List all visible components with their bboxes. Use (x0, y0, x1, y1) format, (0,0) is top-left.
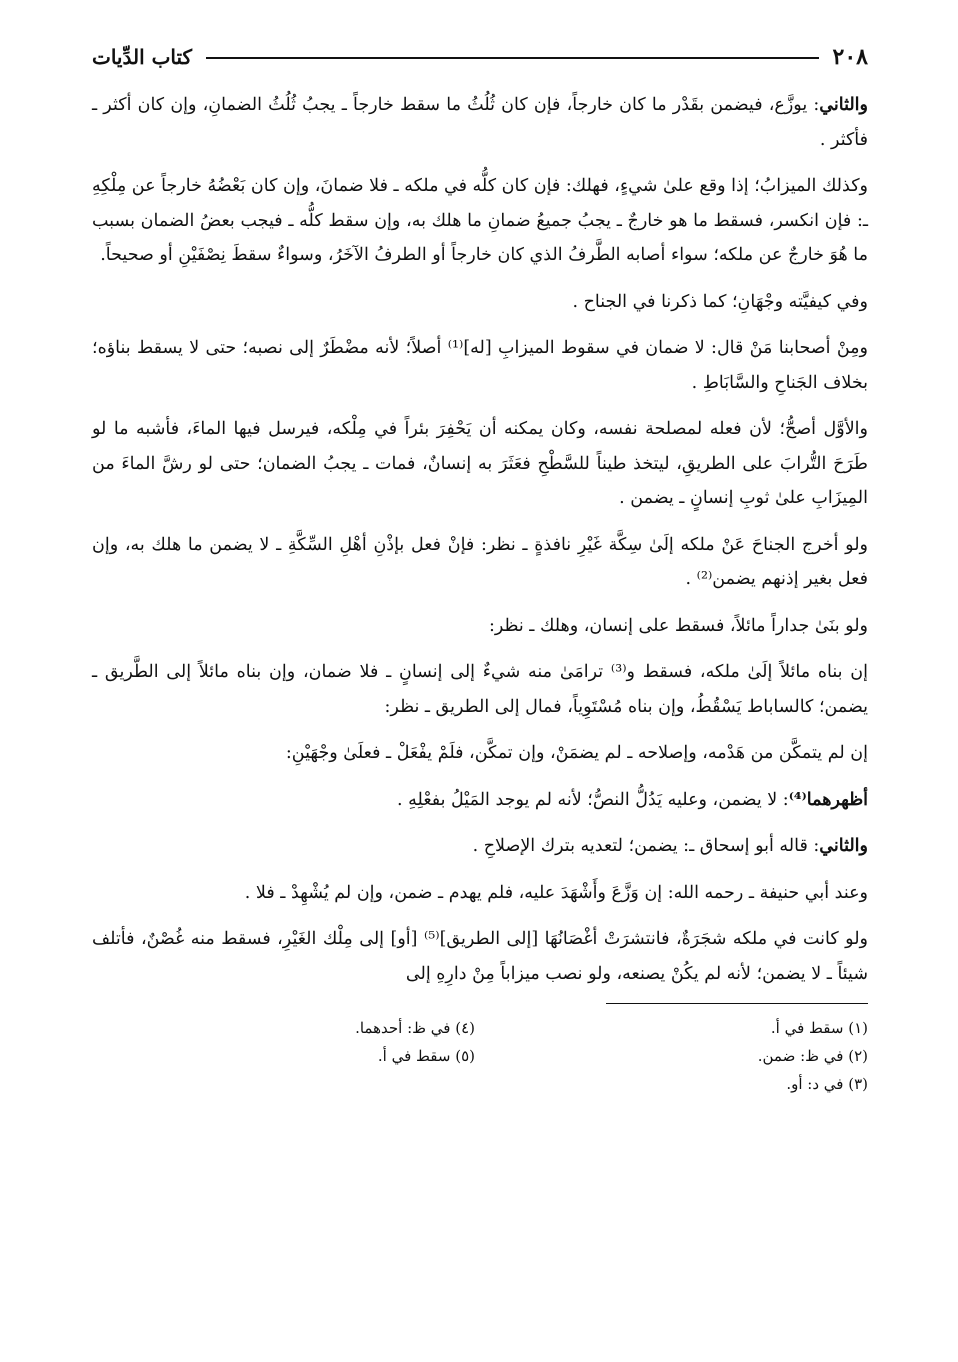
paragraph-13 (92, 922, 868, 991)
header-rule (206, 57, 818, 59)
page-header (92, 40, 868, 74)
page-number: ٢٠٨ (832, 44, 868, 70)
paragraph-10 (92, 783, 868, 818)
paragraph-text: ولو أخرج الجناحَ عَنْ ملكه إلَىٰ سِكَّة غَيْرِ نافذةٍ ـ نظر: فإنْ فعل بإذْنِ أهْلِ السِّكَّةِ ـ لا يضمن ما هلك به، وإن فعل بغير إذنهم يضمن⁽²⁾ . (92, 534, 869, 589)
paragraph-text: ولو بنَىٰ جداراً مائلاً، فسقط على إنسان، وهلك ـ نظر: (488, 615, 868, 636)
paragraph-8 (92, 655, 868, 724)
paragraph-4 (92, 331, 868, 400)
body-text (92, 88, 868, 991)
paragraph-text: : قاله أبو إسحاق ـ: يضمن؛ لتعديه بترك الإصلاحِ . (472, 836, 820, 856)
paragraph-text: وفي كيفيَّته وجْهَانِ؛ كما ذكرنا في الجناح . (572, 291, 868, 312)
paragraph-5 (92, 412, 868, 516)
paragraph-lead: والثاني (819, 836, 868, 856)
footnotes (92, 1014, 868, 1098)
paragraph-text: وكذلك الميزابُ؛ إذا وقع علىٰ شيءٍ، فهلك: فإن كان كلُّه في ملكه ـ فلا ضمانَ، وإن كان بَعْضُهُ خارجاً عن مِلْكِهِ ـ: فإن انكسر، فسقط ما هو خارجٌ ـ يجبُ جميعُ ضمانِ ما هلك به، وإن سقط كلُّه ـ فيجب بعضُ الضمان بسبب ما هُوَ خارجٌ عن ملكه؛ سواء أصابه الطَّرفُ الذي كان خارجاً أو الطرفُ الآخَرُ، وسواءٌ سقطَ نِصْفَيْنِ أو صحيحاً. (92, 176, 868, 265)
footnotes-right-column (485, 1014, 868, 1098)
footnote-rule (606, 1003, 868, 1004)
paragraph-text: : يوزَّع، فيضمن بقَدْر ما كان خارجاً، فإن كان ثُلُثُ ما سقط خارجاً ـ يجبُ ثُلُثُ الضمانِ، وإن كان أكثر ـ فأكثر . (92, 95, 868, 150)
footnote-3: (٣) في د: أو. (786, 1075, 868, 1093)
paragraph-text: إن بناه مائلاً إلَىٰ ملكه، فسقط و⁽³⁾ ترامَىٰ منه شيءٌ إلى إنسانٍ ـ فلا ضمان، وإن بناه مائلاً إلى الطَّريق ـ يضمن؛ كالساباط يَسْقُطُ، وإن بناه مُسْتَوِياً، فمال إلى الطريق ـ نظر: (92, 662, 868, 717)
paragraph-text: إن لم يتمكَّن من هَدْمه، وإصلاحه ـ لم يضمَنْ، وإن تمكَّن، فلَمْ يفْعَلْ ـ فعلَىٰ وجْهَيْنِ: (285, 743, 868, 763)
paragraph-1 (92, 88, 868, 157)
document-page (92, 40, 868, 1340)
footnote-5: (٥) سقط في أ. (377, 1047, 475, 1065)
book-title: كتاب الدِّيات (92, 45, 193, 69)
paragraph-text: ومِنْ أصحابنا مَنْ قال: لا ضمان في سقوط الميزابِ [له]⁽¹⁾ أصلاً؛ لأنه مضْطَرٌ إلى نصبه؛ حتى لا يسقط بناؤه؛ بخلاف الجَناحِ والسَّابَاطِ . (92, 338, 868, 393)
paragraph-text: وعند أبي حنيفة ـ رحمه الله: إن وَزَّعَ وأَشْهَدَ عليه، فلم يهدم ـ ضمن، وإن لم يُشْهِدْ ـ فلا . (244, 882, 868, 903)
paragraph-9 (92, 736, 868, 771)
paragraph-2 (92, 169, 868, 273)
paragraph-11 (92, 829, 868, 864)
paragraph-12 (92, 876, 868, 911)
paragraph-text: ولو كانت في ملكه شجَرَةٌ، فانتشرَتْ أغْصَانُهَا [إلى الطريق]⁽⁵⁾ [أو] إلى مِلْك الغَيْرِ، فسقط منه غُصْنٌ، فأتلف شيئاً ـ لا يضمن؛ لأنه لم يكُنْ يصنعه، ولو نصب ميزاباً مِنْ دارِهِ إلى (92, 929, 868, 984)
paragraph-text: : لا يضمن، وعليه يَدُلُّ النصُّ؛ لأنه لم يوجد المَيْلُ بفعْلِهِ . (397, 789, 789, 810)
paragraph-6 (92, 528, 868, 597)
paragraph-text: والأوَّل أصحُّ؛ لأن فعله لمصلحة نفسه، وكان يمكنه أن يَحْفِرَ بئراً في مِلْكه، فيرسل فيها الماءَ، فأشبه ما لو طَرَحَ التُّرابَ على الطريقِ، ليتخذ طيناً للسَّطْحِ فعَثَرَ به إنسانٌ، فمات ـ يجبُ الضمان؛ حتى لو رشَّ الماءَ من المِيزَابِ علىٰ ثوبِ إنسانٍ ـ يضمن . (92, 419, 868, 508)
paragraph-lead: والثاني (819, 95, 868, 115)
paragraph-7 (92, 609, 868, 644)
footnote-2: (٢) في ظ: ضمن. (757, 1047, 868, 1065)
footnotes-left-column (92, 1014, 485, 1098)
footnote-4: (٤) في ظ: أحدهما. (355, 1019, 475, 1037)
footnote-1: (١) سقط في أ. (770, 1019, 868, 1037)
paragraph-lead: أظهرهما⁽⁴⁾ (788, 789, 868, 810)
paragraph-3 (92, 285, 868, 320)
